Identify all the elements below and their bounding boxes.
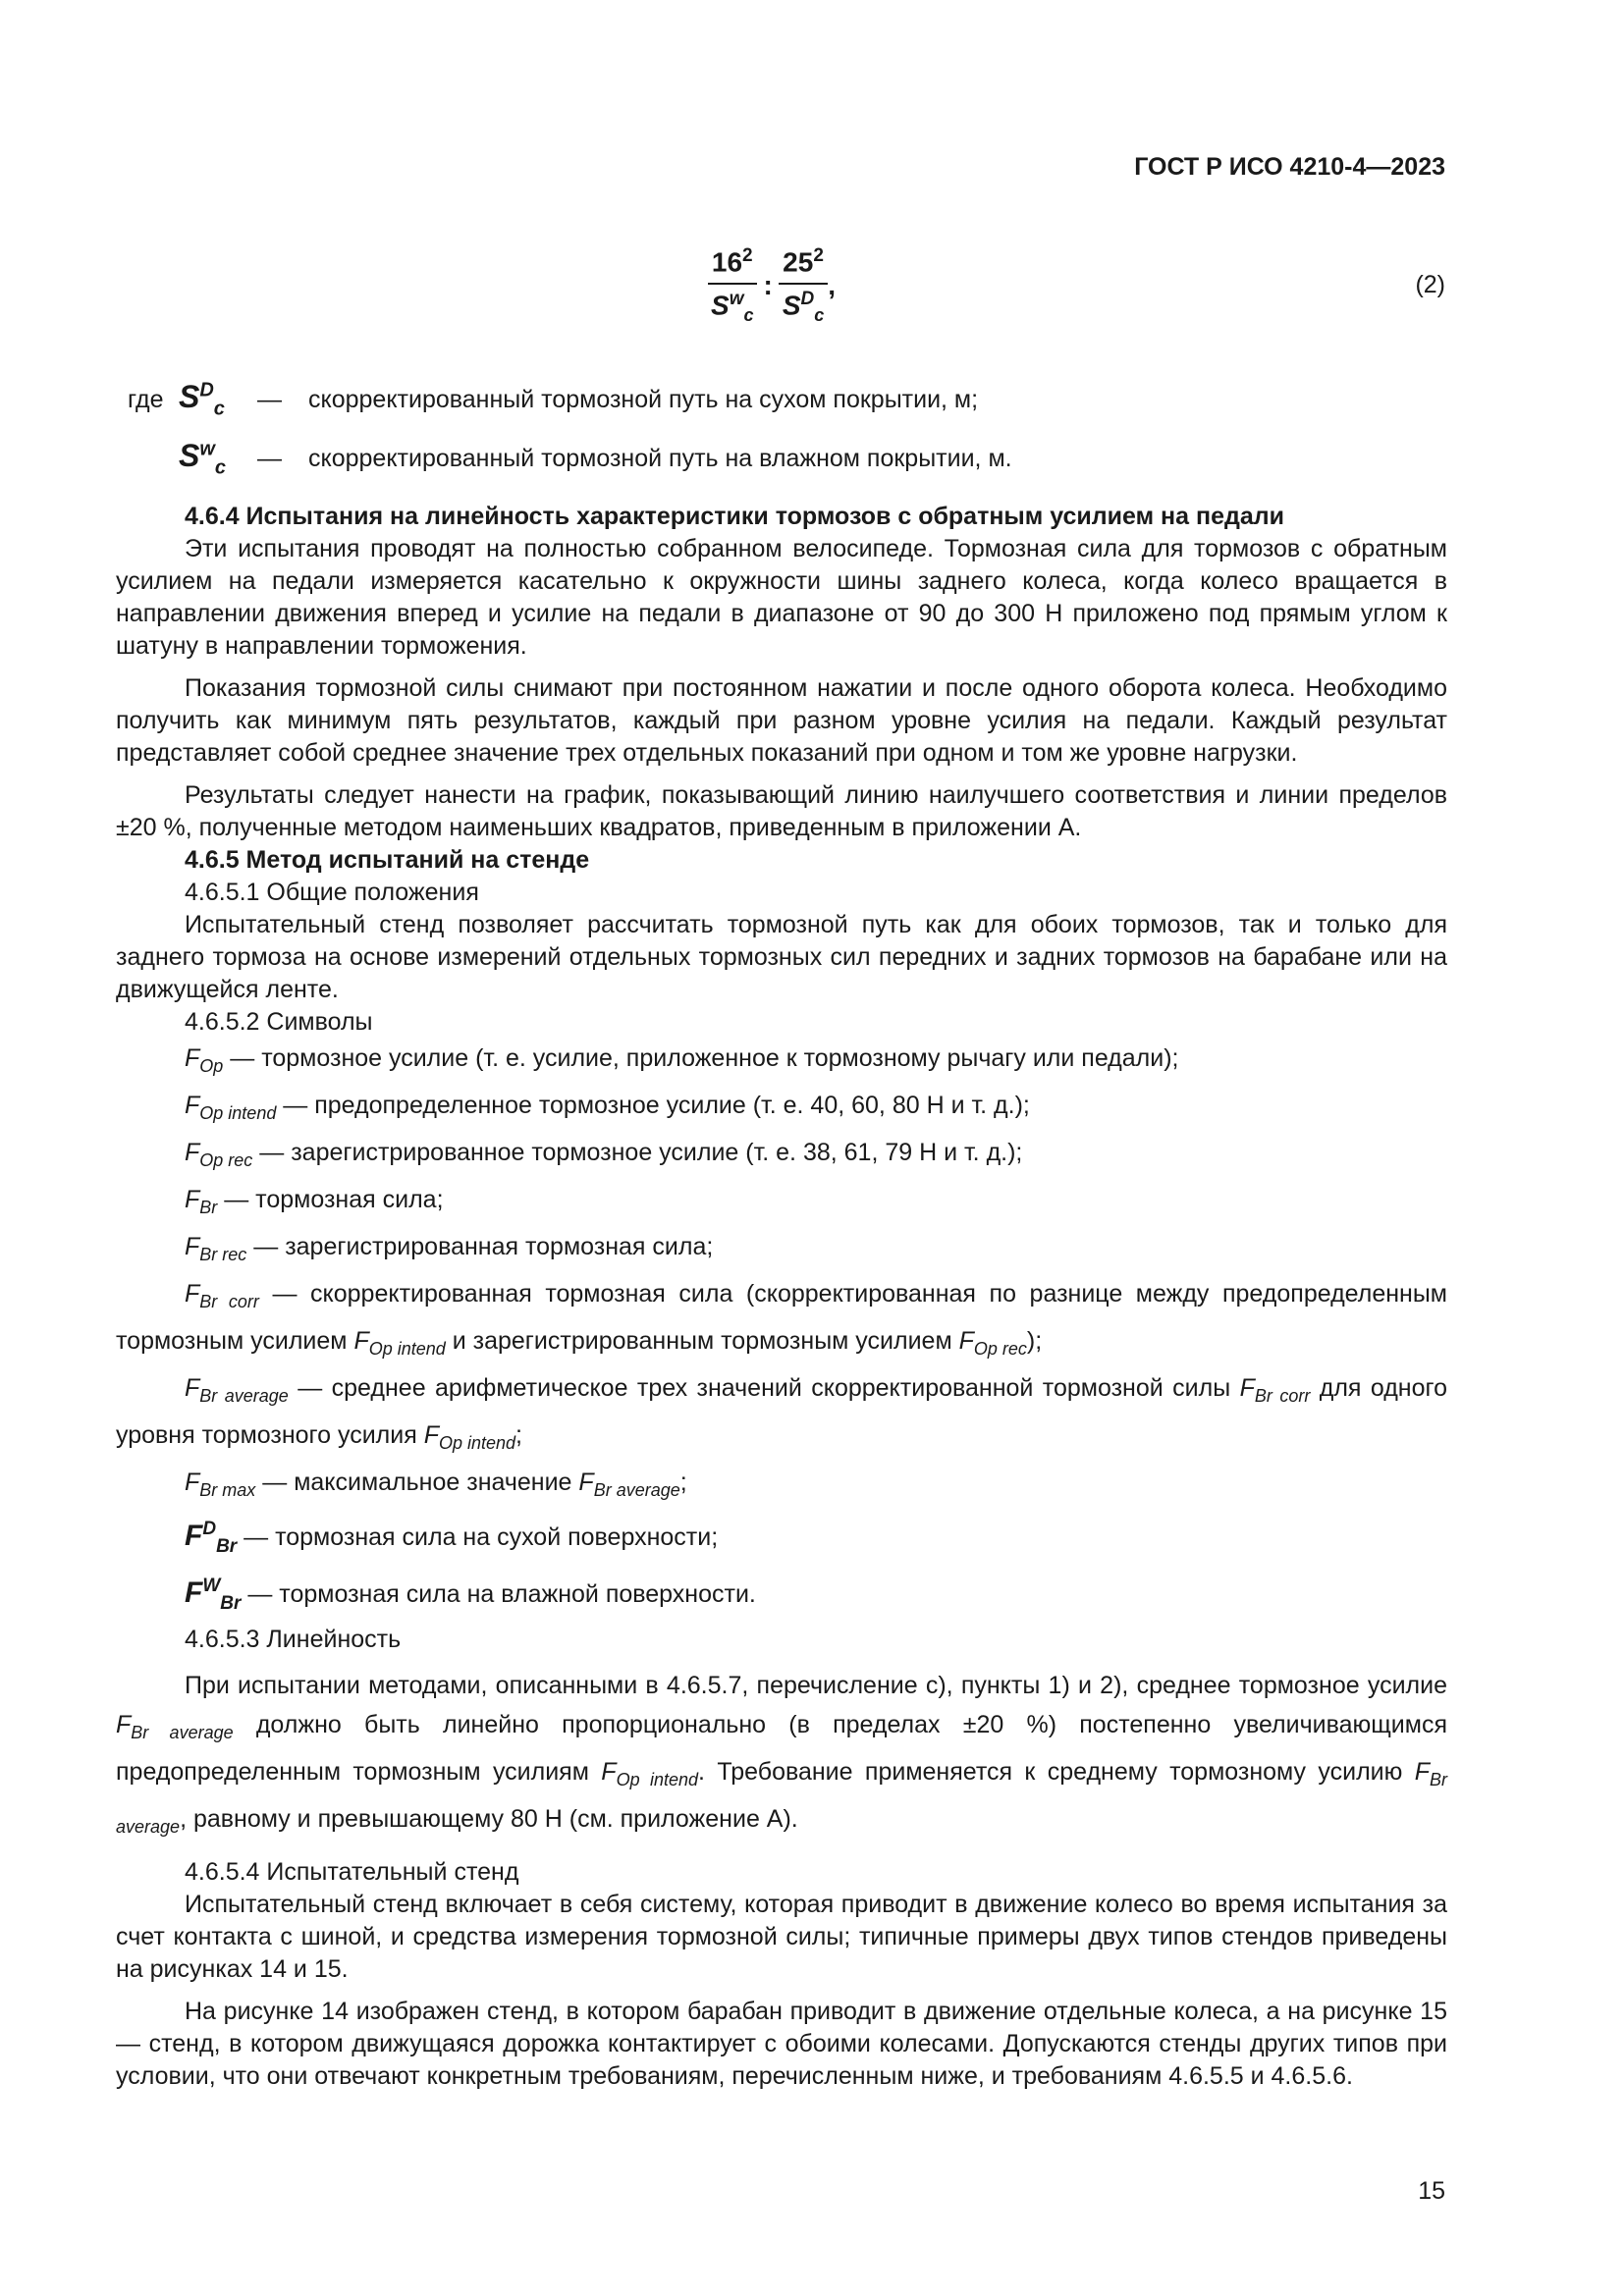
fraction-right: $\frac{25^2}{S^D_c}$ <box>779 245 828 325</box>
paragraph: Эти испытания проводят на полностью собранном велосипеде. Тормозная сила для тормозов с обратным усилием на педали измеряется касательно к окружности шины заднего колеса, когда колесо вращается в направлении движения вперед и усилие на педали в диапазоне от 90 до 300 Н приложено под прямым углом к шатуну в направлении торможения. <box>116 535 1447 660</box>
paragraph: Показания тормозной силы снимают при постоянном нажатии и после одного оборота колеса. Необходимо получить как минимум пять результатов, каждый при разном уровне усилия на педали. Каждый результат представляет собой среднее значение трех отдельных показаний при одном и том же уровне нагрузки. <box>116 674 1447 767</box>
heading-4-6-4: 4.6.4 Испытания на линейность характеристики тормозов с обратным усилием на педали <box>185 503 1285 530</box>
document-header: ГОСТ Р ИСО 4210-4—2023 <box>1134 153 1445 181</box>
symbol-def-f-op-rec: $F_{Op rec}$ — зарегистрированное тормозное усилие (т. е. 38, 61, 79 Н и т. д.); <box>185 1139 1023 1170</box>
paragraph-linearity: При испытании методами, описанными в 4.6.5.7, перечисление c), пункты 1) и 2), среднее тормозное усилие $F_{Br average}$ должно быть линейно пропорционально (в пределах ±20 %) постепенно увеличивающимся предопределенным тормозным усилиям $F_{Op intend}$. Требование применяется к среднему тормозному усилию $F_{Br average}$, равному и превышающему 80 Н (см. приложение А). <box>116 1672 1448 1837</box>
paragraph: Испытательный стенд позволяет рассчитать тормозной путь как для обоих тормозов, так и только для заднего тормоза на основе измерений отдельных тормозных сил передних и задних тормозов на барабане или на движущейся ленте. <box>116 911 1447 1003</box>
fraction-left: $\frac{16^2}{S^w_c}$ <box>707 245 757 325</box>
symbol-def-f-br: $F_{Br}$ — тормозная сила; <box>185 1186 444 1217</box>
where-row-dry: где $S^D_c$ — скорректированный тормозной путь на сухом покрытии, м; <box>128 379 979 420</box>
page-number: 15 <box>1418 2177 1445 2205</box>
symbol-def-f-br-rec: $F_{Br rec}$ — зарегистрированная тормозная сила; <box>185 1233 714 1264</box>
paragraph: Испытательный стенд включает в себя систему, которая приводит в движение колесо во время испытания за счет контакта с шиной, и средства измерения тормозной силы; типичные примеры двух типов стендов приведены на рисунках 14 и 15. <box>116 1891 1447 1983</box>
main-text <box>116 501 1447 2093</box>
symbol-def-f-op: $F_{Op}$ — тормозное усилие (т. е. усилие, приложенное к тормозному рычагу или педали); <box>185 1044 1179 1076</box>
heading-4-6-5: 4.6.5 Метод испытаний на стенде <box>185 846 590 874</box>
subheading-4-6-5-1: 4.6.5.1 Общие положения <box>185 879 479 906</box>
symbol-def-f-br-wet: $F^W_{Br}$ — тормозная сила на влажной поверхности. <box>185 1575 756 1614</box>
symbol-def-f-br-max: $F_{Br max}$ — максимальное значение $F_{Br average}$; <box>185 1468 687 1500</box>
paragraph: На рисунке 14 изображен стенд, в котором барабан приводит в движение отдельные колеса, а на рисунке 15 — стенд, в котором движущаяся дорожка контактирует с обоими колесами. Допускаются стенды других типов при условии, что они отвечают конкретным требованиям, перечисленным ниже, и требованиям 4.6.5.5 и 4.6.5.6. <box>116 1998 1447 2090</box>
where-row-wet: $S^w_c$ — скорректированный тормозной путь на влажном покрытии, м. <box>179 438 1012 479</box>
symbol-def-f-br-corr: $F_{Br corr}$ — скорректированная тормозная сила (скорректированная по разнице между предопределенным тормозным усилием $F_{Op intend}$ и зарегистрированным тормозным усилием $F_{Op rec}$); <box>116 1280 1447 1359</box>
symbol-def-f-br-average: $F_{Br average}$ — среднее арифметическое трех значений скорректированной тормозной силы $F_{Br corr}$ для одного уровня тормозного усилия $F_{Op intend}$; <box>116 1374 1447 1453</box>
equation-number: (2) <box>1415 271 1445 298</box>
ratio-colon: : <box>763 270 773 300</box>
formula-2: $\frac{16^2}{S^w_c}$ : $\frac{25^2}{S^D_c}$ , <box>707 232 836 340</box>
symbol-def-f-br-dry: $F^D_{Br}$ — тормозная сила на сухой поверхности; <box>185 1519 719 1557</box>
symbol-def-f-op-intend: $F_{Op intend}$ — предопределенное тормозное усилие (т. е. 40, 60, 80 Н и т. д.); <box>185 1092 1030 1123</box>
subheading-4-6-5-4: 4.6.5.4 Испытательный стенд <box>185 1858 519 1886</box>
subheading-4-6-5-3: 4.6.5.3 Линейность <box>185 1626 402 1653</box>
subheading-4-6-5-2: 4.6.5.2 Символы <box>185 1008 373 1036</box>
paragraph: Результаты следует нанести на график, показывающий линию наилучшего соответствия и линии пределов ±20 %, полученные методом наименьших квадратов, приведенным в приложении А. <box>116 781 1447 841</box>
